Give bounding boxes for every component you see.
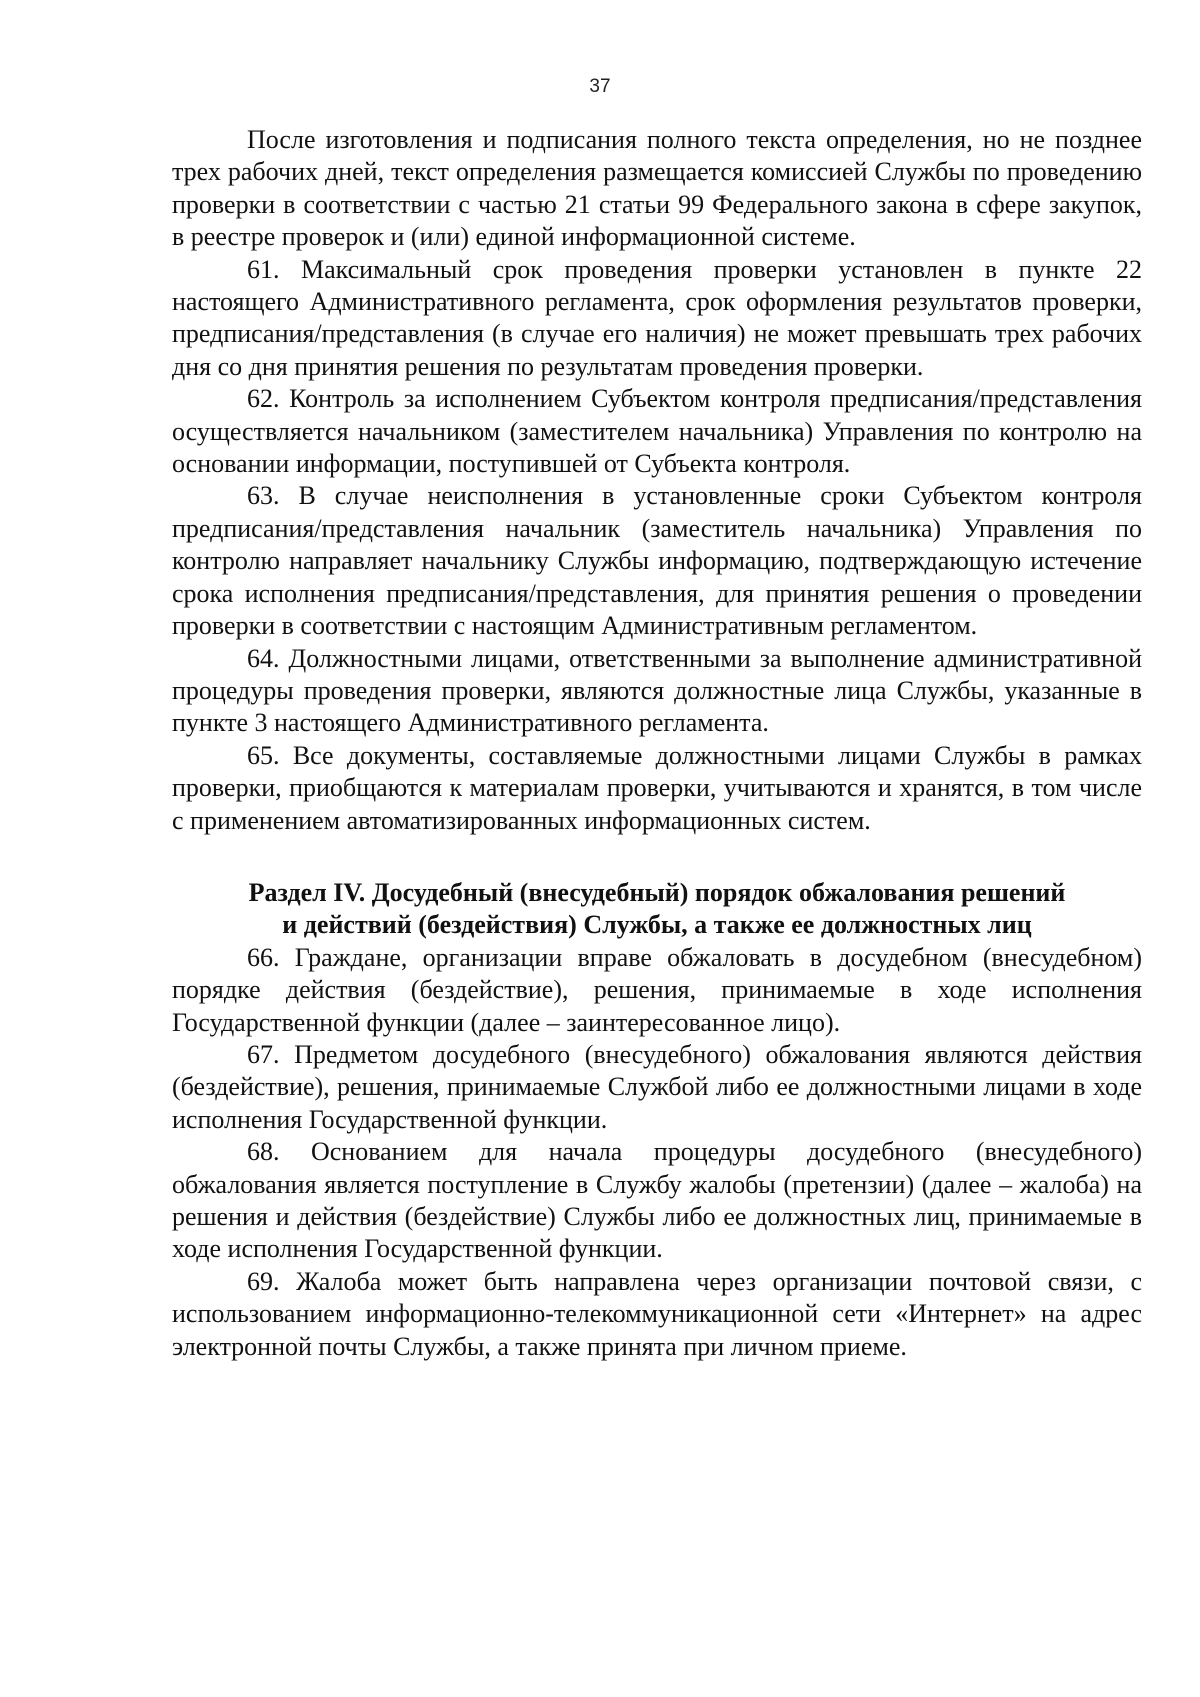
paragraph-text: Контроль за исполнением Субъектом контроля предписания/представления осуществляется начальником (заместителем начальника) Управления по контролю на основании информации, поступившей от Субъекта контроля.	[172, 384, 1143, 479]
paragraph-text: Жалоба может быть направлена через организации почтовой связи, с использованием информационно-телекоммуникационной сети «Интернет» на адрес электронной почты Службы, а также принята при личном приеме.	[172, 1266, 1142, 1361]
paragraph-61	[172, 254, 1142, 384]
paragraph-number: 66.	[247, 942, 280, 972]
paragraph	[172, 124, 1142, 254]
document-body	[172, 124, 1142, 1363]
paragraph-number: 61.	[247, 254, 280, 284]
paragraph-number: 63.	[247, 481, 280, 511]
paragraph-text: В случае неисполнения в установленные сроки Субъектом контроля предписания/представления начальник (заместитель начальника) Управления по контролю направляет начальнику Службы информацию, подтверждающую истечение срока исполнения предписания/представления, для принятия решения о проведении проверки в соответствии с настоящим Административным регламентом.	[172, 481, 1143, 641]
section-heading-line-1: Раздел IV. Досудебный (внесудебный) порядок обжалования решений	[248, 877, 1066, 907]
section-heading-line-2: и действий (бездействия) Службы, а также ее должностных лиц	[282, 910, 1032, 940]
paragraph-text: Основанием для начала процедуры досудебного (внесудебного) обжалования является поступление в Службу жалобы (претензии) (далее – жалоба) на решения и действия (бездействие) Службы либо ее должностных лиц, принимаемые в ходе исполнения Государственной функции.	[172, 1137, 1143, 1264]
paragraph-number: 65.	[247, 740, 280, 770]
paragraph-64	[172, 643, 1142, 740]
paragraph-number: 62.	[247, 384, 280, 414]
page-number: 37	[589, 76, 611, 97]
paragraph-69	[172, 1266, 1142, 1363]
paragraph-67	[172, 1039, 1142, 1136]
paragraph-text: Максимальный срок проведения проверки установлен в пункте 22 настоящего Административного регламента, срок оформления результатов проверки, предписания/представления (в случае его наличия) не может превышать трех рабочих дня со дня принятия решения по результатам проведения проверки.	[172, 254, 1142, 381]
paragraph-number: 64.	[247, 643, 280, 673]
section-heading	[172, 877, 1142, 942]
paragraph-text: После изготовления и подписания полного текста определения, но не позднее трех рабочих дней, текст определения размещается комиссией Службы по проведению проверки в соответствии с частью 21 статьи 99 Федерального закона в сфере закупок, в реестре проверок и (или) единой информационной системе.	[172, 125, 1142, 252]
paragraph-68	[172, 1136, 1142, 1266]
paragraph-text: Граждане, организации вправе обжаловать в досудебном (внесудебном) порядке действия (бездействие), решения, принимаемые в ходе исполнения Государственной функции (далее – заинтересованное лицо).	[172, 942, 1143, 1037]
paragraph-62	[172, 383, 1142, 480]
paragraph-65	[172, 740, 1142, 837]
paragraph-text: Должностными лицами, ответственными за выполнение административной процедуры проведения проверки, являются должностные лица Службы, указанные в пункте 3 настоящего Административного регламента.	[172, 643, 1142, 738]
paragraph-number: 68.	[247, 1137, 280, 1167]
paragraph-66	[172, 942, 1142, 1039]
paragraph-63	[172, 480, 1142, 642]
paragraph-number: 69.	[247, 1266, 280, 1296]
paragraph-number: 67.	[247, 1039, 280, 1069]
paragraph-text: Все документы, составляемые должностными лицами Службы в рамках проверки, приобщаются к материалам проверки, учитываются и хранятся, в том числе с применением автоматизированных информационных систем.	[172, 740, 1143, 835]
paragraph-text: Предметом досудебного (внесудебного) обжалования являются действия (бездействие), решения, принимаемые Службой либо ее должностными лицами в ходе исполнения Государственной функции.	[172, 1039, 1143, 1134]
